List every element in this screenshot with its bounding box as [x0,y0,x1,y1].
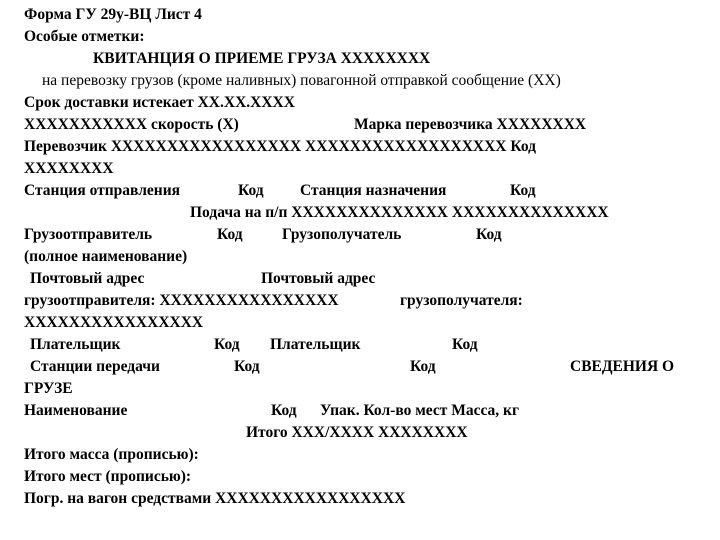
transport-line [24,70,710,92]
total-line [24,422,710,444]
form-header: Форма ГУ 29у-ВЦ Лист 4 [24,6,202,23]
form-header-line [24,4,710,26]
cargo-pack-count-mass-columns: Упак. Кол-во мест Масса, кг [320,402,520,419]
speed-line [24,114,710,136]
total-mass-label: Итого масса (прописью): [24,446,199,463]
transfer-line [24,356,710,378]
stations-line [24,180,710,202]
total-value: Итого XXX/XXXX XXXXXXXX [246,424,468,441]
total-mass-line [24,444,710,466]
transfer-code-2: Код [410,358,436,375]
special-marks-line [24,26,710,48]
cargo-name-column: Наименование [24,402,128,419]
transport-description: на перевозку грузов (кроме наливных) повагонной отправкой сообщение (XX) [42,72,561,89]
cargo-code-column: Код [271,402,297,419]
consignee-postal-label: Почтовый адрес [261,270,376,287]
shipper-label: Грузоотправитель [24,226,153,243]
cargo-columns-line [24,400,710,422]
shipper-code: Код [217,226,243,243]
cargo-info-heading-cont: ГРУЗЕ [24,380,73,397]
payer-line [24,334,710,356]
payer-code: Код [214,336,240,353]
station-departure-label: Станция отправления [24,182,181,199]
address-continuation-line [24,312,710,334]
address-continuation: XXXXXXXXXXXXXXXX [24,314,204,331]
carrier-line [24,136,710,158]
full-name-line [24,246,710,268]
carrier-brand: Марка перевозчика XXXXXXXX [354,116,587,133]
total-places-label: Итого мест (прописью): [24,468,192,485]
delivery-deadline: Срок доставки истекает XX.XX.XXXX [24,94,295,111]
special-marks-label: Особые отметки: [24,28,145,45]
station-destination-code: Код [510,182,536,199]
loading-line [24,488,710,510]
receipt-title-line [24,48,710,70]
shipper-address: грузоотправителя: XXXXXXXXXXXXXXXX [24,292,339,309]
speed-value: XXXXXXXXXXX скорость (X) [24,116,239,133]
carrier-continuation: XXXXXXXX [24,160,114,177]
consignee-label: Грузополучатель [282,226,402,243]
loading-value: Погр. на вагон средствами XXXXXXXXXXXXXXXXX [24,490,406,507]
consignee-code: Код [476,226,502,243]
payer-label: Плательщик [30,336,121,353]
total-places-line [24,466,710,488]
station-destination-label: Станция назначения [300,182,447,199]
station-departure-code: Код [238,182,264,199]
cargo-info-heading: СВЕДЕНИЯ О [570,358,675,375]
payer-code-2: Код [452,336,478,353]
cargo-heading-line [24,378,710,400]
consignee-address-label: грузополучателя: [400,292,523,309]
carrier-value: Перевозчик XXXXXXXXXXXXXXXXX XXXXXXXXXXXXXXXXXX Код [24,138,536,155]
payer-label-2: Плательщик [270,336,361,353]
delivery-line [24,92,710,114]
supply-line [24,202,710,224]
transfer-code: Код [234,358,260,375]
transfer-stations-label: Станции передачи [30,358,160,375]
full-name-note: (полное наименование) [24,248,188,265]
receipt-title: КВИТАНЦИЯ О ПРИЕМЕ ГРУЗА XXXXXXXX [93,50,431,67]
address-line [24,290,710,312]
parties-line [24,224,710,246]
carrier-continuation-line [24,158,710,180]
shipper-postal-label: Почтовый адрес [30,270,145,287]
postal-line [24,268,710,290]
supply-value: Подача на п/п XXXXXXXXXXXXXX XXXXXXXXXXXXXX [190,204,609,221]
